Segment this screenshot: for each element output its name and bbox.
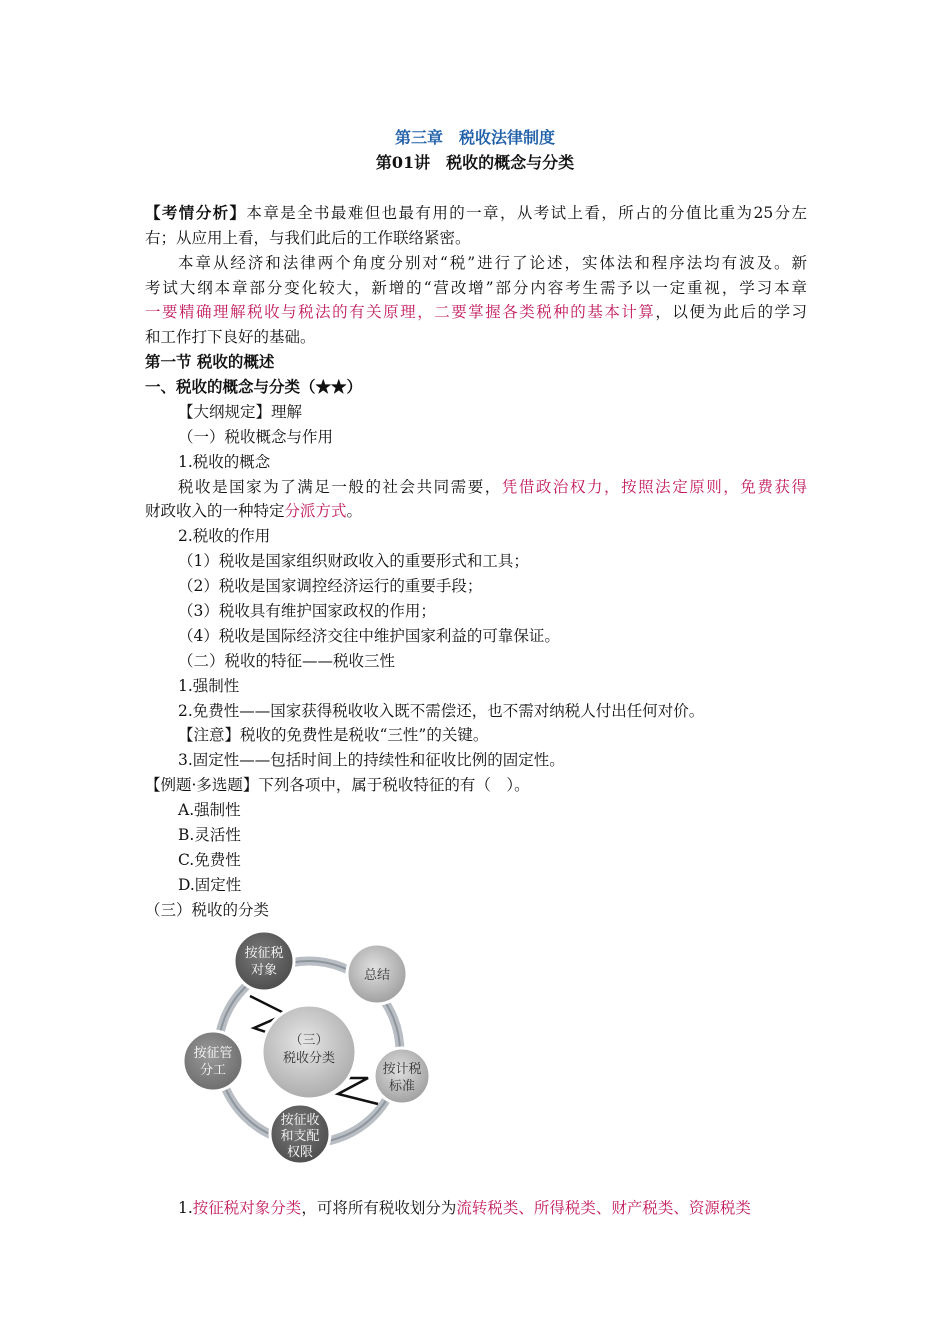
analysis-paragraph-line: 右；从应用上看，与我们此后的工作联络紧密。 xyxy=(145,229,471,247)
note-line: 【注意】税收的免费性是税收“三性”的关键。 xyxy=(178,726,489,744)
center-node-label: （三） xyxy=(289,1033,329,1048)
topic-heading: （二）税收的特征——税收三性 xyxy=(178,652,396,670)
item-heading: 2.税收的作用 xyxy=(178,527,271,545)
emphasis-text: 流转税类、所得税类、财产税类、资源税类 xyxy=(456,1199,751,1217)
node-label: 对象 xyxy=(250,963,278,978)
list-item: 3.固定性——包括时间上的持续性和征收比例的固定性。 xyxy=(178,751,565,769)
section-heading: 第一节 税收的概述 xyxy=(145,352,275,371)
lecture-title: 第01讲 税收的概念与分类 xyxy=(375,153,575,172)
node-by-jurisdiction xyxy=(183,1031,243,1091)
node-label: 分工 xyxy=(199,1063,227,1078)
analysis-paragraph-line xyxy=(145,300,807,324)
punctuation: 。 xyxy=(346,502,363,520)
outline-requirement: 【大纲规定】理解 xyxy=(178,403,303,421)
concept-line xyxy=(178,475,807,499)
node-label: 权限 xyxy=(286,1145,314,1160)
classification-line xyxy=(178,1196,751,1220)
node-label: 按征管 xyxy=(193,1046,233,1061)
node-label: 按征收 xyxy=(280,1113,320,1128)
analysis-paragraph-line: 考试大纲本章部分变化较大，新增的“营改增”部分内容考生需予以一定重视，学习本章 xyxy=(145,279,807,297)
chapter-title: 第三章 税收法律制度 xyxy=(394,128,555,147)
analysis-text: 本章是全书最难但也最有用的一章，从考试上看，所占的分值比重为25分左 xyxy=(246,204,807,222)
item-heading: 1.税收的概念 xyxy=(178,453,271,471)
item-number: 1. xyxy=(178,1199,193,1217)
subsection-heading: 一、税收的概念与分类（★★） xyxy=(145,377,363,396)
answer-option: B.灵活性 xyxy=(178,826,241,844)
analysis-paragraph-line xyxy=(145,201,807,225)
node-label: 按计税 xyxy=(382,1062,422,1077)
analysis-paragraph-line: 本章从经济和法律两个角度分别对“税”进行了论述，实体法和程序法均有波及。新 xyxy=(178,254,807,272)
concept-text: 财政收入的一种特定 xyxy=(145,502,285,520)
topic-heading: （三）税收的分类 xyxy=(145,901,270,919)
concept-line xyxy=(145,499,362,523)
analysis-text: ，以便为此后的学习 xyxy=(655,303,807,321)
list-item: 2.免费性——国家获得税收收入既不需偿还，也不需对纳税人付出任何对价。 xyxy=(178,702,705,720)
analysis-paragraph-line: 和工作打下良好的基础。 xyxy=(145,328,316,346)
list-item: （3）税收具有维护国家政权的作用； xyxy=(178,602,436,620)
tax-classification-diagram xyxy=(178,928,440,1172)
emphasis-text: 凭借政治权力，按照法定原则，免费获得 xyxy=(501,478,807,496)
answer-option: D.固定性 xyxy=(178,876,242,894)
node-by-object xyxy=(234,931,294,991)
center-node-label: 税收分类 xyxy=(282,1051,336,1066)
list-item: （4）税收是国际经济交往中维护国家利益的可靠保证。 xyxy=(178,627,560,645)
answer-option: C.免费性 xyxy=(178,851,241,869)
concept-text: 税收是国家为了满足一般的社会共同需要， xyxy=(178,478,502,496)
node-label: 标准 xyxy=(388,1079,416,1094)
emphasis-text: 按征税对象分类 xyxy=(192,1199,302,1217)
emphasis-text: 一要精确理解税收与税法的有关原理，二要掌握各类税种的基本计算 xyxy=(145,303,656,321)
list-item: （1）税收是国家组织财政收入的重要形式和工具； xyxy=(178,552,529,570)
answer-option: A.强制性 xyxy=(178,801,241,819)
list-item: 1.强制性 xyxy=(178,677,240,695)
node-label: 和支配 xyxy=(280,1129,320,1144)
analysis-tag: 【考情分析】 xyxy=(145,203,247,222)
topic-heading: （一）税收概念与作用 xyxy=(178,428,334,446)
emphasis-text: 分派方式 xyxy=(284,502,347,520)
classification-text: ，可将所有税收划分为 xyxy=(301,1199,457,1217)
list-item: （2）税收是国家调控经济运行的重要手段； xyxy=(178,577,483,595)
example-question: 【例题·多选题】下列各项中，属于税收特征的有（ ）。 xyxy=(145,776,530,794)
node-label: 总结 xyxy=(363,968,391,983)
node-label: 按征税 xyxy=(244,946,284,961)
